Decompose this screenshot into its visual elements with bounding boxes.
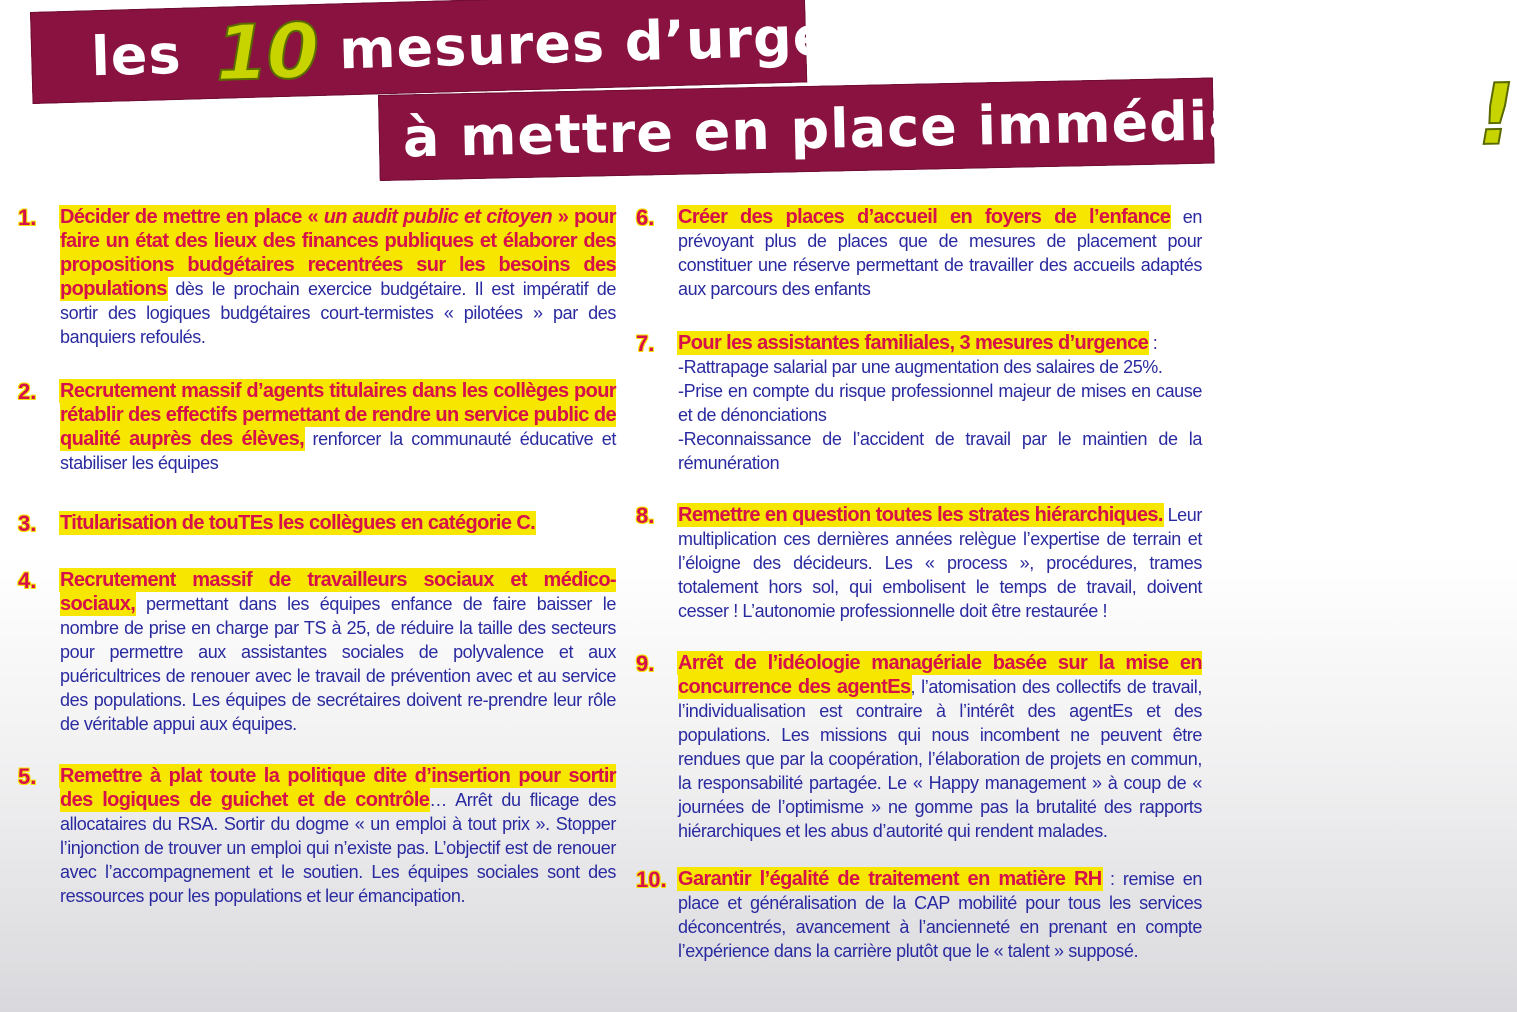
title-exclamation: ! [1476, 65, 1517, 164]
measure-number: 3. [18, 511, 37, 536]
measure-body: : [1148, 333, 1158, 353]
measure-body: : remise en place et généralisation de la CAP mobilité pour tous les services déconcentrés, avancement à l’ancienneté en prenant en compte l’expérience dans la carrière plutôt que le « talent » supposé. [678, 869, 1202, 961]
measure-text [678, 503, 1202, 623]
title-line1-rest: mesures d’urgence [338, 1, 942, 81]
measure-highlight: Remettre en question toutes les strates hiérarchiques. [678, 504, 1163, 526]
measure-number: 7. [636, 331, 655, 356]
measure-10 [636, 867, 1202, 963]
title-number: 10 [214, 5, 319, 98]
measure-text [678, 867, 1202, 963]
measure-text [60, 205, 616, 349]
measure-text [60, 379, 616, 475]
measure-subitem: -Prise en compte du risque professionnel majeur de mises en cause et de dénonciations [678, 381, 1202, 425]
measure-highlight: Créer des places d’accueil en foyers de l’enfance [678, 206, 1171, 228]
measure-text [60, 568, 616, 736]
measure-4 [18, 568, 616, 736]
measure-3 [18, 511, 616, 536]
measure-subitem: -Rattrapage salarial par une augmentation des salaires de 25%. [678, 357, 1163, 377]
highlight-italic: un audit public et citoyen [323, 206, 553, 228]
measure-number: 9. [636, 651, 655, 676]
measure-highlight: Pour les assistantes familiales, 3 mesures d’urgence [678, 332, 1149, 354]
measure-highlight: Garantir l’égalité de traitement en matière RH [678, 868, 1102, 890]
title-line2: à mettre en place immédiatement [402, 83, 1472, 169]
measure-7 [636, 331, 1202, 475]
highlight-part: Décider de mettre en place « [60, 206, 324, 228]
highlight-part: » pour faire un état des lieux des finances publiques et élaborer des propositions budgétaires recentrées sur les besoins des populations [60, 206, 616, 300]
measure-subitem: -Reconnaissance de l’accident de travail par le maintien de la rémunération [678, 429, 1202, 473]
measure-text [60, 764, 616, 908]
measure-number: 5. [18, 764, 37, 789]
measure-text [678, 205, 1202, 301]
measure-body: Leur multiplication ces dernières années relègue l’expertise de terrain et l’éloigne des décideurs. Les « process », procédures, trames totalement hors sol, qui embolisent le temps de travail, doivent cesser ! L’autonomie professionnelle doit être restaurée ! [678, 505, 1202, 621]
measure-highlight: Titularisation de touTEs les collègues en catégorie C. [60, 512, 536, 534]
measure-text [678, 651, 1202, 843]
measure-8 [636, 503, 1202, 623]
measure-number: 1. [18, 205, 37, 230]
measure-body: permettant dans les équipes enfance de faire baisser le nombre de prise en charge par TS à 25, de réduire la taille des secteurs pour permettre aux assistantes sociales de polyvalence et aux puéricultrices de renouer avec le travail de prévention avec et au service des populations. Les équipes de secrétaires doivent re-prendre leur rôle de véritable appui aux équipes. [60, 594, 616, 734]
measure-number: 10. [636, 867, 667, 892]
measure-2 [18, 379, 616, 475]
measure-1 [18, 205, 616, 349]
left-column [18, 205, 616, 908]
measure-5 [18, 764, 616, 908]
measure-body: , l’atomisation des collectifs de travail, l’individualisation est contraire à l’intérêt des agentEs et des populations. Les missions qui nous incombent ne peuvent être rendues que par la coopération, l’élaboration de projets en commun, la responsabilité partagée. Le « Happy management » à coup de « journées de l’optimisme » ne gomme pas la brutalité des rapports hiérarchiques et les abus d’autorité qui rendent malades. [678, 677, 1202, 841]
measure-text [678, 331, 1202, 475]
measure-highlight: Arrêt de l’idéologie managériale basée sur la mise en concurrence des agentEs [678, 652, 1202, 698]
measure-6 [636, 205, 1202, 301]
measure-body: en prévoyant plus de places que de mesures de placement pour constituer une réserve permettant de travailler des accueils adaptés aux parcours des enfants [678, 207, 1202, 299]
measure-highlight: Remettre à plat toute la politique dite d’insertion pour sortir des logiques de guichet et de contrôle [60, 765, 616, 811]
measure-text [60, 511, 616, 536]
measure-number: 8. [636, 503, 655, 528]
measure-body: dès le prochain exercice budgétaire. Il est impératif de sortir des logiques budgétaires court-termistes « pilotées » par des banquiers refoulés. [60, 279, 616, 347]
measure-number: 2. [18, 379, 37, 404]
measure-body: renforcer la communauté éducative et stabiliser les équipes [60, 429, 616, 473]
measure-body: … Arrêt du flicage des allocataires du RSA. Sortir du dogme « un emploi à tout prix ». Stopper l’injonction de trouver un emploi qui n’existe pas. L’objectif est de renouer avec l’accompagnement et le soutien. Les équipes sociales sont des ressources pour les populations et leur émancipation. [60, 790, 617, 906]
measure-number: 4. [18, 568, 37, 593]
title-word-les: les [90, 22, 183, 88]
title-banner-line2 [378, 65, 1517, 181]
measure-highlight: Recrutement massif d’agents titulaires dans les collèges pour rétablir des effectifs permettant de rendre un service public de qualité auprès des élèves, [60, 380, 616, 450]
measure-highlight: Recrutement massif de travailleurs sociaux et médico-sociaux, [60, 569, 616, 615]
measure-number: 6. [636, 205, 655, 230]
measure-9 [636, 651, 1202, 843]
right-column [636, 205, 1202, 963]
